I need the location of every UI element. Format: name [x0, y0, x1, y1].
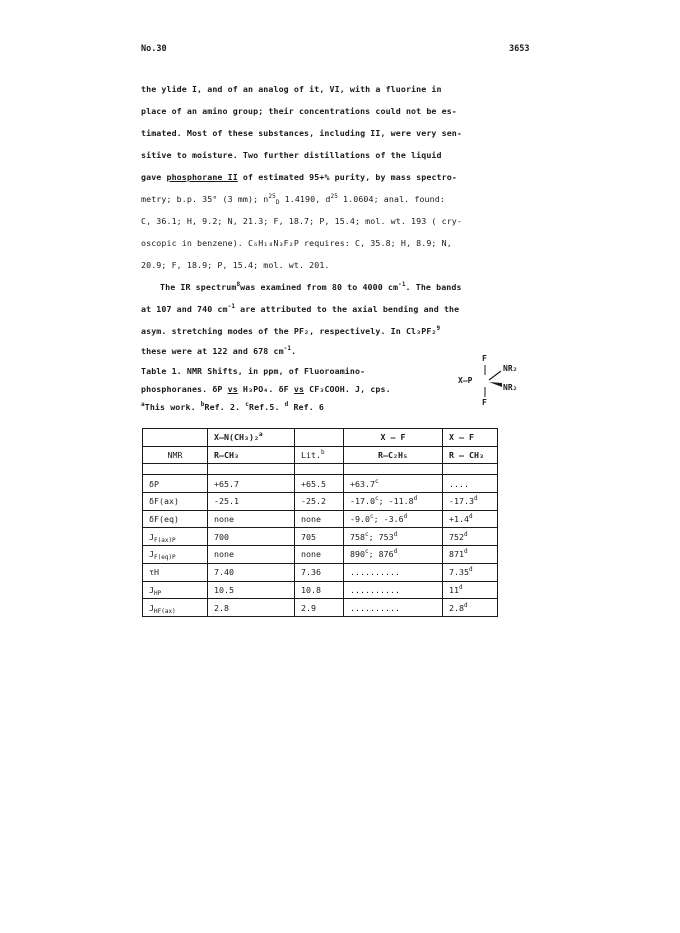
table-cell: -9.0$^c$; -3.6$^d$	[344, 510, 443, 528]
text-line: these were at 122 and 678 $cm^{-1}$.	[141, 345, 297, 356]
table-cell: $J_{F(ax)P}$	[143, 528, 208, 546]
table-caption-line: Table 1. NMR Shifts, in ppm, of Fluoroamino-	[141, 366, 366, 376]
table-cell: +65.5	[295, 475, 344, 493]
table-cell: 2.8	[208, 599, 295, 617]
table-cell: ....	[443, 475, 498, 493]
table-cell: 890$^c$; 876$^d$	[344, 546, 443, 564]
table-cell: $J_{HP}$	[143, 581, 208, 599]
text-line: sitive to moisture. Two further distillations of the liquid	[141, 150, 442, 160]
table-header-row	[143, 429, 498, 447]
table-header-cell: X — F	[443, 429, 498, 447]
table-cell: -25.2	[295, 493, 344, 511]
table-cell: -17.3$^d$	[443, 493, 498, 511]
table-cell: +63.7$^c$	[344, 475, 443, 493]
issue-number: No.30	[141, 44, 167, 54]
table-row	[143, 493, 498, 511]
table-cell: 10.5	[208, 581, 295, 599]
table-cell: none	[208, 546, 295, 564]
table-caption-footnotes: $^a$This work. $^b$Ref. 2. $^c$Ref.5. $^d$ Ref. 6	[141, 401, 325, 412]
text-line: oscopic in benzene). C₆H₁₈N₃F₂P requires: C, 35.8; H, 8.9; N,	[141, 238, 452, 248]
table-cell: 700	[208, 528, 295, 546]
table-cell: 2.9	[295, 599, 344, 617]
table-cell: 705	[295, 528, 344, 546]
table-row	[143, 563, 498, 581]
table-cell: none	[295, 510, 344, 528]
table-cell: 7.40	[208, 563, 295, 581]
table-header-cell: NMR	[143, 446, 208, 464]
table-cell: 10.8	[295, 581, 344, 599]
table-row	[143, 528, 498, 546]
table-row	[143, 475, 498, 493]
table-cell: 11$^d$	[443, 581, 498, 599]
structure-atom: F	[482, 354, 487, 363]
table-cell: none	[208, 510, 295, 528]
table-cell: ..........	[344, 599, 443, 617]
structure-group: NR₂	[503, 364, 518, 373]
table-row	[143, 599, 498, 617]
text-line: C, 36.1; H, 9.2; N, 21.3; F, 18.7; P, 15.4; mol. wt. 193 ( cry-	[141, 216, 462, 226]
text-line: The IR spectrum$^8$was examined from 80 to 4000 $cm^{-1}$. The bands	[160, 281, 462, 292]
table-cell: δP	[143, 475, 208, 493]
table-caption-line: phosphoranes. δP vs H₃PO₄. δF vs CF₃COOH. J, cps.	[141, 384, 391, 394]
text-line: metry; b.p. 35° (3 mm); $n^{25}_D$ 1.4190, $d^{25}$ 1.0604; anal. found:	[141, 193, 445, 206]
table-cell: 7.35$^d$	[443, 563, 498, 581]
text-line: 20.9; F, 18.9; P, 15.4; mol. wt. 201.	[141, 260, 330, 270]
table-cell: -17.0$^c$; -11.8$^d$	[344, 493, 443, 511]
text-line: the ylide I, and of an analog of it, VI, with a fluorine in	[141, 84, 442, 94]
table-cell: 2.8$^d$	[443, 599, 498, 617]
table-cell: 758$^c$; 753$^d$	[344, 528, 443, 546]
text-line: asym. stretching modes of the PF₂, respectively. In Cl₃PF₂$^9$	[141, 325, 441, 336]
table-cell: ..........	[344, 581, 443, 599]
table-header-cell: R — CH₃	[443, 446, 498, 464]
text-line: gave phosphorane II of estimated 95+% purity, by mass spectro-	[141, 172, 457, 182]
text-line: at 107 and 740 $cm^{-1}$ are attributed to the axial bending and the	[141, 303, 460, 314]
table-cell: -25.1	[208, 493, 295, 511]
table-cell: none	[295, 546, 344, 564]
structure-atom: F	[482, 398, 487, 407]
table-header-row	[143, 446, 498, 464]
text-line: place of an amino group; their concentrations could not be es-	[141, 106, 457, 116]
underlined-term: phosphorane II	[166, 172, 238, 182]
table-cell: +1.4$^d$	[443, 510, 498, 528]
nmr-shift-table	[142, 428, 498, 617]
table-cell: 871$^d$	[443, 546, 498, 564]
table-header-cell: R—C₂H₅	[344, 446, 443, 464]
table-row	[143, 546, 498, 564]
table-cell: $J_{HF(ax)}$	[143, 599, 208, 617]
table-cell: 7.36	[295, 563, 344, 581]
table-header-cell: Lit.$^b$	[295, 446, 344, 464]
page-number: 3653	[509, 44, 530, 54]
table-header-cell: X — F	[344, 429, 443, 447]
table-cell: τH	[143, 563, 208, 581]
table-header-cell	[143, 429, 208, 447]
table-cell: δF(eq)	[143, 510, 208, 528]
table-spacer-row	[143, 464, 498, 475]
text-line: timated. Most of these substances, including II, were very sen-	[141, 128, 462, 138]
phosphorane-structure	[458, 354, 548, 414]
table-cell: 752$^d$	[443, 528, 498, 546]
table-header-cell: R—CH₃	[208, 446, 295, 464]
structure-atom: X—P	[458, 376, 473, 385]
table-header-cell	[295, 429, 344, 447]
table-cell: δF(ax)	[143, 493, 208, 511]
table-row	[143, 581, 498, 599]
table-header-cell: X—N(CH₃)₂$^a$	[208, 429, 295, 447]
table-cell: $J_{F(eq)P}$	[143, 546, 208, 564]
structure-group: NR₂	[503, 383, 518, 392]
table-row	[143, 510, 498, 528]
table-cell: +65.7	[208, 475, 295, 493]
table-cell: ..........	[344, 563, 443, 581]
